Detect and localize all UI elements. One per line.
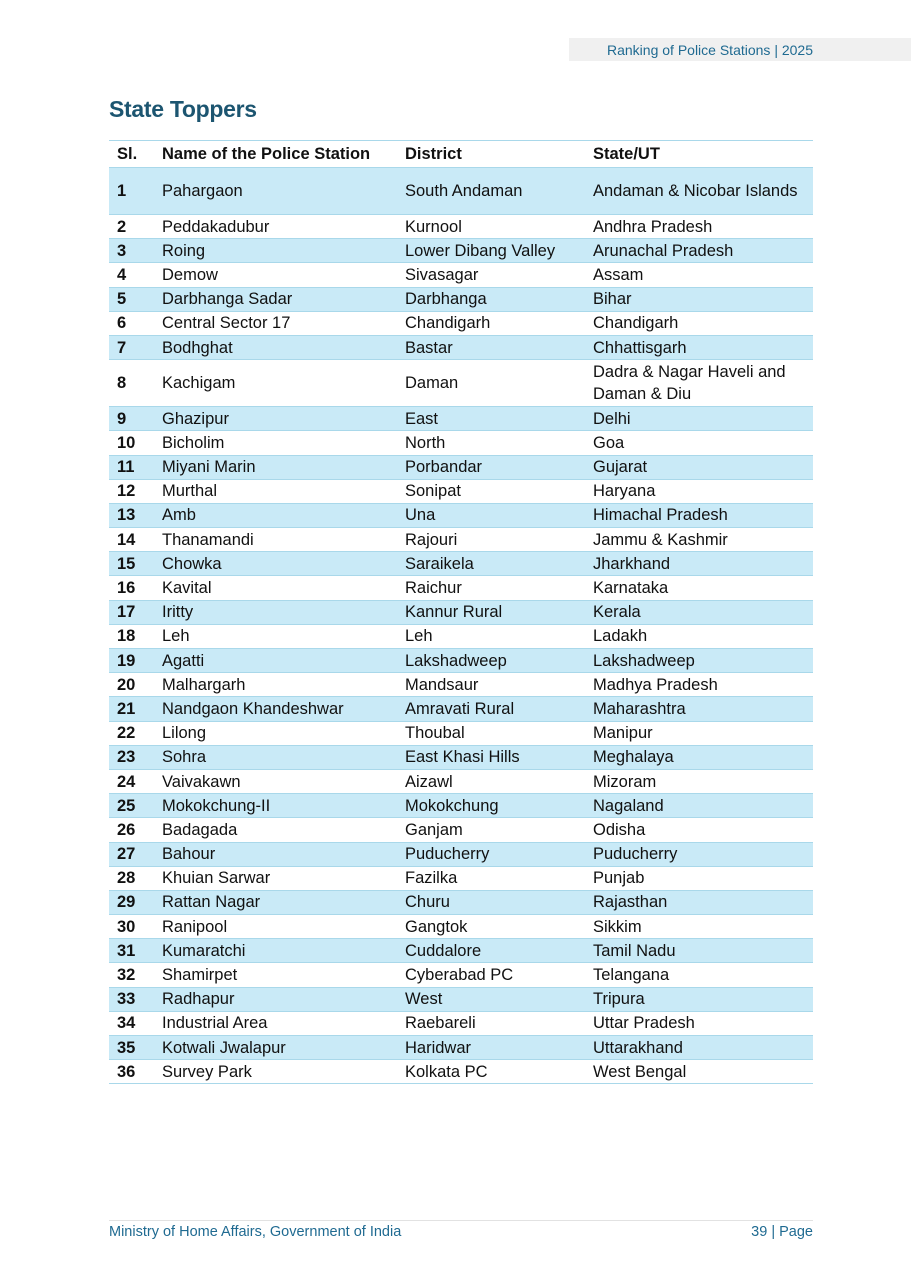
cell-station: Agatti xyxy=(162,649,405,673)
cell-state: Manipur xyxy=(593,721,813,745)
cell-station: Nandgaon Khandeshwar xyxy=(162,697,405,721)
column-header-sl: Sl. xyxy=(109,141,162,168)
cell-state: Himachal Pradesh xyxy=(593,503,813,527)
cell-district: Cyberabad PC xyxy=(405,963,593,987)
cell-district: Kolkata PC xyxy=(405,1060,593,1084)
cell-state: Chandigarh xyxy=(593,311,813,335)
cell-station: Bodhghat xyxy=(162,335,405,359)
state-toppers-table xyxy=(109,140,813,1084)
cell-district: Amravati Rural xyxy=(405,697,593,721)
table-row xyxy=(109,721,813,745)
cell-sl: 17 xyxy=(109,600,162,624)
cell-state: Assam xyxy=(593,263,813,287)
cell-station: Shamirpet xyxy=(162,963,405,987)
footer-page-number: 39 | Page xyxy=(751,1224,813,1240)
cell-district: Lakshadweep xyxy=(405,649,593,673)
cell-station: Iritty xyxy=(162,600,405,624)
cell-station: Murthal xyxy=(162,479,405,503)
table-row xyxy=(109,1060,813,1084)
table-row xyxy=(109,528,813,552)
cell-sl: 14 xyxy=(109,528,162,552)
cell-district: Gangtok xyxy=(405,915,593,939)
cell-station: Malhargarh xyxy=(162,673,405,697)
column-header-station: Name of the Police Station xyxy=(162,141,405,168)
column-header-state: State/UT xyxy=(593,141,813,168)
cell-district: Mokokchung xyxy=(405,794,593,818)
cell-state: Madhya Pradesh xyxy=(593,673,813,697)
cell-state: Tripura xyxy=(593,987,813,1011)
table-row xyxy=(109,263,813,287)
page-title: State Toppers xyxy=(109,96,257,122)
table-row xyxy=(109,963,813,987)
cell-district: South Andaman xyxy=(405,168,593,215)
cell-district: Haridwar xyxy=(405,1036,593,1060)
cell-state: Andhra Pradesh xyxy=(593,215,813,239)
cell-sl: 9 xyxy=(109,407,162,431)
cell-station: Leh xyxy=(162,624,405,648)
cell-sl: 13 xyxy=(109,503,162,527)
table-row xyxy=(109,818,813,842)
cell-station: Kavital xyxy=(162,576,405,600)
cell-district: Churu xyxy=(405,890,593,914)
table-row xyxy=(109,769,813,793)
cell-district: Darbhanga xyxy=(405,287,593,311)
cell-station: Sohra xyxy=(162,745,405,769)
cell-station: Kumaratchi xyxy=(162,939,405,963)
footer-publisher: Ministry of Home Affairs, Government of India xyxy=(109,1224,402,1240)
cell-sl: 26 xyxy=(109,818,162,842)
cell-state: Goa xyxy=(593,431,813,455)
cell-station: Ranipool xyxy=(162,915,405,939)
cell-sl: 25 xyxy=(109,794,162,818)
table-row xyxy=(109,842,813,866)
cell-sl: 16 xyxy=(109,576,162,600)
table-row xyxy=(109,600,813,624)
cell-state: Uttar Pradesh xyxy=(593,1011,813,1035)
cell-state: Dadra & Nagar Haveli and Daman & Diu xyxy=(593,360,813,407)
table-row xyxy=(109,939,813,963)
cell-station: Darbhanga Sadar xyxy=(162,287,405,311)
table-row xyxy=(109,360,813,407)
table-row xyxy=(109,431,813,455)
cell-district: Una xyxy=(405,503,593,527)
cell-sl: 11 xyxy=(109,455,162,479)
cell-station: Mokokchung-II xyxy=(162,794,405,818)
cell-state: Andaman & Nicobar Islands xyxy=(593,168,813,215)
cell-sl: 22 xyxy=(109,721,162,745)
cell-sl: 1 xyxy=(109,168,162,215)
cell-station: Ghazipur xyxy=(162,407,405,431)
running-header xyxy=(569,38,911,61)
cell-district: Kannur Rural xyxy=(405,600,593,624)
cell-district: Puducherry xyxy=(405,842,593,866)
cell-state: Ladakh xyxy=(593,624,813,648)
cell-state: Uttarakhand xyxy=(593,1036,813,1060)
table-row xyxy=(109,311,813,335)
table-row xyxy=(109,915,813,939)
footer-divider xyxy=(109,1220,813,1221)
cell-district: Saraikela xyxy=(405,552,593,576)
cell-station: Pahargaon xyxy=(162,168,405,215)
cell-sl: 36 xyxy=(109,1060,162,1084)
cell-sl: 18 xyxy=(109,624,162,648)
cell-state: Maharashtra xyxy=(593,697,813,721)
cell-sl: 12 xyxy=(109,479,162,503)
table-row xyxy=(109,1036,813,1060)
cell-state: Odisha xyxy=(593,818,813,842)
cell-district: Cuddalore xyxy=(405,939,593,963)
cell-state: Chhattisgarh xyxy=(593,335,813,359)
cell-sl: 33 xyxy=(109,987,162,1011)
cell-sl: 24 xyxy=(109,769,162,793)
cell-station: Kotwali Jwalapur xyxy=(162,1036,405,1060)
cell-state: Punjab xyxy=(593,866,813,890)
cell-sl: 15 xyxy=(109,552,162,576)
cell-district: Lower Dibang Valley xyxy=(405,239,593,263)
table-row xyxy=(109,239,813,263)
cell-sl: 5 xyxy=(109,287,162,311)
table-body xyxy=(109,168,813,1084)
cell-station: Rattan Nagar xyxy=(162,890,405,914)
cell-sl: 28 xyxy=(109,866,162,890)
cell-sl: 19 xyxy=(109,649,162,673)
table-row xyxy=(109,335,813,359)
table-row xyxy=(109,1011,813,1035)
table-row xyxy=(109,697,813,721)
cell-district: North xyxy=(405,431,593,455)
cell-state: Jammu & Kashmir xyxy=(593,528,813,552)
column-header-district: District xyxy=(405,141,593,168)
cell-sl: 35 xyxy=(109,1036,162,1060)
table-row xyxy=(109,794,813,818)
table-row xyxy=(109,455,813,479)
cell-state: Tamil Nadu xyxy=(593,939,813,963)
cell-district: East xyxy=(405,407,593,431)
cell-state: Puducherry xyxy=(593,842,813,866)
cell-station: Miyani Marin xyxy=(162,455,405,479)
cell-district: Rajouri xyxy=(405,528,593,552)
table-row xyxy=(109,673,813,697)
cell-station: Amb xyxy=(162,503,405,527)
cell-station: Bahour xyxy=(162,842,405,866)
cell-sl: 20 xyxy=(109,673,162,697)
cell-station: Peddakadubur xyxy=(162,215,405,239)
cell-sl: 2 xyxy=(109,215,162,239)
cell-sl: 31 xyxy=(109,939,162,963)
table-row xyxy=(109,624,813,648)
cell-sl: 29 xyxy=(109,890,162,914)
table-row xyxy=(109,503,813,527)
cell-station: Lilong xyxy=(162,721,405,745)
cell-station: Badagada xyxy=(162,818,405,842)
table-row xyxy=(109,649,813,673)
cell-sl: 8 xyxy=(109,360,162,407)
cell-sl: 23 xyxy=(109,745,162,769)
cell-district: Chandigarh xyxy=(405,311,593,335)
table-row xyxy=(109,407,813,431)
table-row xyxy=(109,552,813,576)
cell-state: Karnataka xyxy=(593,576,813,600)
cell-sl: 6 xyxy=(109,311,162,335)
cell-sl: 21 xyxy=(109,697,162,721)
cell-state: Rajasthan xyxy=(593,890,813,914)
cell-station: Industrial Area xyxy=(162,1011,405,1035)
cell-district: Thoubal xyxy=(405,721,593,745)
cell-district: Raebareli xyxy=(405,1011,593,1035)
cell-district: West xyxy=(405,987,593,1011)
cell-sl: 10 xyxy=(109,431,162,455)
cell-station: Kachigam xyxy=(162,360,405,407)
cell-state: Lakshadweep xyxy=(593,649,813,673)
cell-state: Sikkim xyxy=(593,915,813,939)
cell-sl: 4 xyxy=(109,263,162,287)
cell-state: Haryana xyxy=(593,479,813,503)
cell-sl: 7 xyxy=(109,335,162,359)
table-row xyxy=(109,890,813,914)
cell-state: Delhi xyxy=(593,407,813,431)
cell-state: Nagaland xyxy=(593,794,813,818)
cell-station: Chowka xyxy=(162,552,405,576)
cell-district: Ganjam xyxy=(405,818,593,842)
cell-state: Mizoram xyxy=(593,769,813,793)
cell-district: Kurnool xyxy=(405,215,593,239)
table-row xyxy=(109,168,813,215)
table-row xyxy=(109,287,813,311)
running-header-title: Ranking of Police Stations | 2025 xyxy=(607,41,813,58)
cell-state: Kerala xyxy=(593,600,813,624)
cell-district: Porbandar xyxy=(405,455,593,479)
cell-district: Sonipat xyxy=(405,479,593,503)
table-header-row xyxy=(109,141,813,168)
cell-state: Gujarat xyxy=(593,455,813,479)
cell-sl: 32 xyxy=(109,963,162,987)
cell-station: Radhapur xyxy=(162,987,405,1011)
cell-station: Bicholim xyxy=(162,431,405,455)
cell-state: Jharkhand xyxy=(593,552,813,576)
cell-state: Arunachal Pradesh xyxy=(593,239,813,263)
cell-sl: 30 xyxy=(109,915,162,939)
cell-district: Raichur xyxy=(405,576,593,600)
table-row xyxy=(109,215,813,239)
cell-station: Thanamandi xyxy=(162,528,405,552)
cell-district: Daman xyxy=(405,360,593,407)
cell-sl: 3 xyxy=(109,239,162,263)
cell-station: Demow xyxy=(162,263,405,287)
cell-state: Telangana xyxy=(593,963,813,987)
cell-station: Vaivakawn xyxy=(162,769,405,793)
cell-state: Meghalaya xyxy=(593,745,813,769)
cell-station: Roing xyxy=(162,239,405,263)
table-row xyxy=(109,576,813,600)
cell-station: Central Sector 17 xyxy=(162,311,405,335)
cell-district: Bastar xyxy=(405,335,593,359)
cell-station: Survey Park xyxy=(162,1060,405,1084)
cell-district: Fazilka xyxy=(405,866,593,890)
cell-district: East Khasi Hills xyxy=(405,745,593,769)
cell-station: Khuian Sarwar xyxy=(162,866,405,890)
table-row xyxy=(109,745,813,769)
cell-district: Aizawl xyxy=(405,769,593,793)
cell-district: Leh xyxy=(405,624,593,648)
table-row xyxy=(109,987,813,1011)
cell-sl: 27 xyxy=(109,842,162,866)
cell-state: Bihar xyxy=(593,287,813,311)
cell-state: West Bengal xyxy=(593,1060,813,1084)
cell-sl: 34 xyxy=(109,1011,162,1035)
table-row xyxy=(109,866,813,890)
cell-district: Mandsaur xyxy=(405,673,593,697)
cell-district: Sivasagar xyxy=(405,263,593,287)
table-row xyxy=(109,479,813,503)
